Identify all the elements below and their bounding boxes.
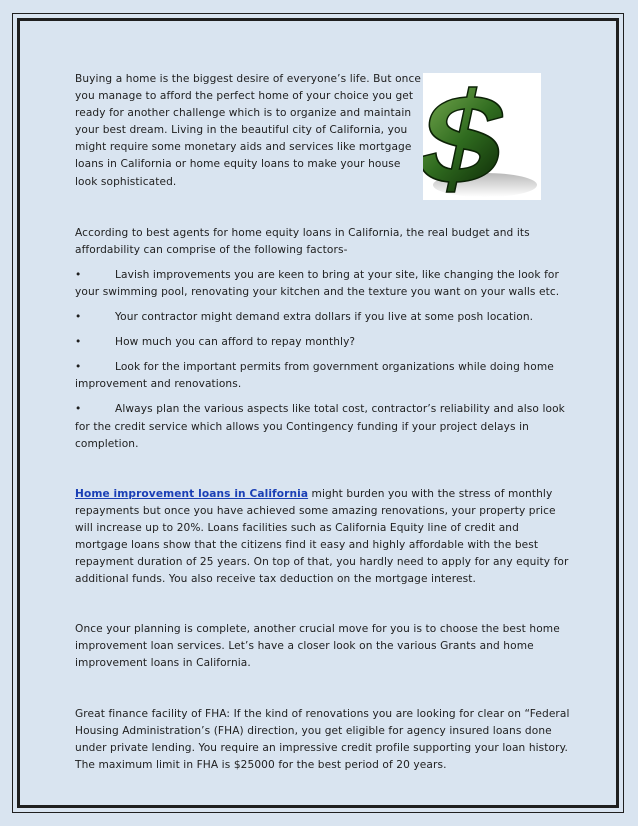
planning-paragraph: Once your planning is complete, another crucial move for you is to choose the best home improvement loan services. Let’s have a closer look on the various Grants and home improvement loans in California. <box>75 623 560 670</box>
bullet-text: Always plan the various aspects like total cost, contractor’s reliability and also look for the credit service which allows you Contingency funding if your project delays in completion. <box>75 403 565 450</box>
factors-intro-paragraph: According to best agents for home equity loans in California, the real budget and its affordability can comprise of the following factors- <box>75 226 530 256</box>
bullet-text: Look for the important permits from government organizations while doing home improvement and renovations. <box>75 361 554 391</box>
bullet-text: How much you can afford to repay monthly? <box>115 336 356 349</box>
bullet-item <box>75 359 570 393</box>
bullet-icon: • <box>75 403 82 416</box>
home-improvement-loans-link[interactable]: Home improvement loans in California <box>75 487 309 500</box>
renovation-paragraph-text: might burden you with the stress of monthly repayments but once you have achieved some amazing renovations, your property price will increase up to 20%. Loans facilities such as California Equity line of credit and mortgage loans show that the citizens find it easy and highly affordable with the best repayment duration of 25 years. On top of that, you hardly need to apply for any equity for additional funds. You also receive tax deduction on the mortgage interest. <box>75 487 569 586</box>
bullet-item <box>75 401 570 452</box>
document-body <box>75 71 570 774</box>
bullet-icon: • <box>75 361 82 374</box>
bullet-icon: • <box>75 311 82 324</box>
fha-paragraph: Great finance facility of FHA: If the kind of renovations you are looking for clear on “Federal Housing Administration’s (FHA) direction, you get eligible for agency insured loans done under private lending. You require an impressive credit profile supporting your loan history. The maximum limit in FHA is $25000 for the best period of 20 years. <box>75 707 570 771</box>
bullet-item <box>75 309 570 326</box>
bullet-item <box>75 267 570 301</box>
intro-paragraph: Buying a home is the biggest desire of everyone’s life. But once you manage to afford the perfect home of your choice you get ready for another challenge which is to organize and maintain your best dream. Living in the beautiful city of California, you might require some monetary aids and services like mortgage loans in California or home equity loans to make your house look sophisticated. <box>75 73 422 188</box>
bullet-text: Lavish improvements you are keen to bring at your site, like changing the look for your swimming pool, renovating your kitchen and the texture you want on your walls etc. <box>75 268 560 298</box>
bullet-item <box>75 334 570 351</box>
renovation-paragraph <box>75 486 570 589</box>
bullet-icon: • <box>75 336 82 349</box>
bullet-icon: • <box>75 268 82 281</box>
bullet-text: Your contractor might demand extra dollars if you live at some posh location. <box>115 311 534 324</box>
